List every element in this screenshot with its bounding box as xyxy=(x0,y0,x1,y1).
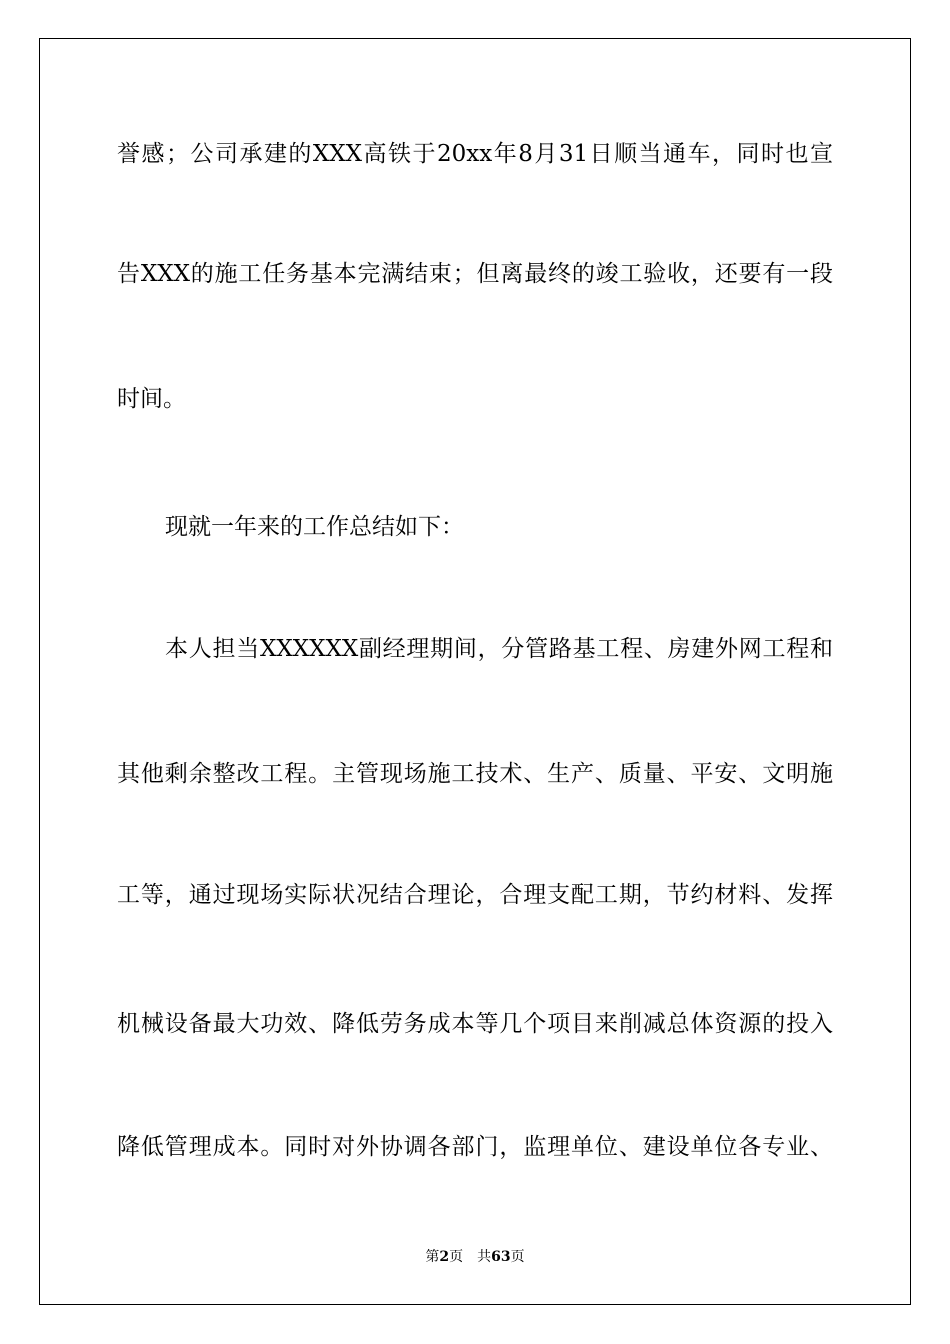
text-line-5: 本人担当XXXXXX副经理期间，分管路基工程、房建外网工程和 xyxy=(165,636,833,662)
text-line-6: 其他剩余整改工程。主管现场施工技术、生产、质量、平安、文明施 xyxy=(117,761,833,787)
total-suffix: 页 xyxy=(510,1249,525,1265)
page-border xyxy=(39,38,911,1305)
total-prefix: 共 xyxy=(477,1249,492,1265)
text-line-3: 时间。 xyxy=(117,386,186,412)
text-line-4: 现就一年来的工作总结如下： xyxy=(165,514,464,540)
text-line-9: 降低管理成本。同时对外协调各部门，监理单位、建设单位各专业、 xyxy=(117,1134,833,1160)
text-line-1: 誉感；公司承建的XXX高铁于20xx年8月31日顺当通车，同时也宣 xyxy=(117,141,833,167)
page-prefix: 第 xyxy=(425,1249,440,1265)
text-line-7: 工等，通过现场实际状况结合理论，合理支配工期，节约材料、发挥 xyxy=(117,882,833,908)
page-current: 2 xyxy=(439,1249,450,1265)
page-footer xyxy=(0,1247,950,1267)
page-suffix: 页 xyxy=(449,1249,464,1265)
page-total: 63 xyxy=(491,1249,511,1265)
text-line-2: 告XXX的施工任务基本完满结束；但离最终的竣工验收，还要有一段 xyxy=(117,261,833,287)
text-line-8: 机械设备最大功效、降低劳务成本等几个项目来削减总体资源的投入 xyxy=(117,1011,833,1037)
